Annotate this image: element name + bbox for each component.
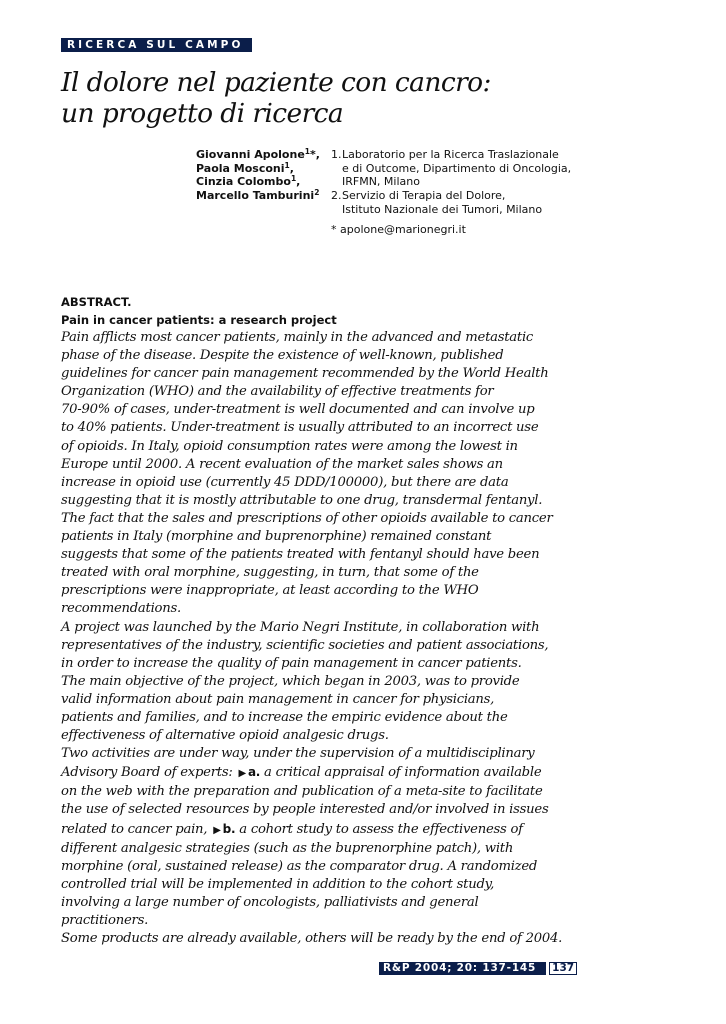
author: Marcello Tamburini$^2$ [196, 187, 320, 202]
right-triangle-icon: ▶ [238, 768, 246, 780]
page-number: 137 [549, 962, 577, 975]
abstract-line: different analgesic strategies (such as the buprenorphine patch), with [61, 840, 514, 856]
abstract-line: effectiveness of alternative opioid analgesic drugs. [61, 728, 389, 744]
author: Paola Mosconi$^1$, [196, 160, 294, 175]
right-triangle-icon: ▶ [213, 824, 221, 836]
abstract-line: to 40% patients. Under-treatment is usually attributed to an incorrect use [61, 420, 539, 436]
section-label: RICERCA SUL CAMPO [61, 38, 252, 52]
abstract-line: 70-90% of cases, under-treatment is well documented and can involve up [61, 402, 535, 418]
abstract-line: A project was launched by the Mario Negri Institute, in collaboration with [61, 619, 540, 635]
abstract-line: The fact that the sales and prescriptions of other opioids available to cancer [61, 510, 553, 526]
abstract-line: controlled trial will be implemented in addition to the cohort study, [61, 876, 495, 892]
contact-email: * apolone@marionegri.it [331, 222, 466, 236]
abstract-line: increase in opioid use (currently 45 DDD/100000), but there are data [61, 474, 509, 490]
abstract-line: on the web with the preparation and publication of a meta-site to facilitate [61, 784, 543, 800]
abstract-line: Pain afflicts most cancer patients, mainly in the advanced and metastatic [61, 330, 534, 345]
abstract-line: treated with oral morphine, suggesting, in turn, that some of the [61, 565, 479, 581]
abstract-line: phase of the disease. Despite the existence of well-known, published [61, 348, 504, 364]
abstract-line: of opioids. In Italy, opioid consumption rates were among the lowest in [61, 438, 518, 454]
abstract-line: in order to increase the quality of pain management in cancer patients. [61, 655, 522, 671]
marker-a: a. [247, 765, 261, 780]
abstract-line: recommendations. [61, 601, 181, 617]
affiliation-2: 2. Servizio di Terapia del Dolore, Istituto Nazionale dei Tumori, Milano [331, 189, 543, 216]
affiliation-1: 1. Laboratorio per la Ricerca Traslazionale e di Outcome, Dipartimento di Oncologia, IRFMN, Milano [331, 148, 572, 189]
title-line-2: un progetto di ricerca [61, 98, 344, 129]
abstract-line: the use of selected resources by people interested and/or involved in issues [61, 802, 549, 818]
abstract-line: Organization (WHO) and the availability of effective treatments for [61, 384, 494, 400]
abstract-line: suggests that some of the patients treated with fentanyl should have been [61, 547, 540, 563]
abstract-body [61, 329, 661, 948]
abstract-line: suggesting that it is mostly attributable to one drug, transdermal fentanyl. [61, 492, 543, 508]
abstract-line: representatives of the industry, scientific societies and patient associations, [61, 637, 549, 653]
abstract-line: The main objective of the project, which began in 2003, was to provide [61, 673, 520, 689]
page-footer [379, 962, 577, 975]
abstract-line: Some products are already available, others will be ready by the end of 2004. [61, 931, 563, 947]
journal-citation: R&P 2004; 20: 137-145 [379, 962, 546, 975]
marker-b: b. [222, 821, 236, 836]
affiliation-list [331, 148, 711, 236]
abstract-section [61, 295, 661, 948]
abstract-heading: ABSTRACT. [61, 295, 132, 309]
abstract-line: valid information about pain management in cancer for physicians, [61, 691, 495, 707]
abstract-line: practitioners. [61, 913, 149, 928]
abstract-line-a: Advisory Board of experts: ▶ a. a critical appraisal of information available [61, 765, 542, 781]
abstract-line: prescriptions were inappropriate, at least according to the WHO [61, 583, 479, 599]
title-line-1: Il dolore nel paziente con cancro: [61, 67, 491, 98]
abstract-line-b: related to cancer pain, ▶ b. a cohort study to assess the effectiveness of [61, 821, 523, 837]
abstract-line: involving a large number of oncologists, palliativists and general [61, 894, 479, 910]
abstract-line: Europe until 2000. A recent evaluation of the market sales shows an [61, 456, 503, 472]
abstract-line: patients in Italy (morphine and buprenorphine) remained constant [61, 529, 492, 545]
abstract-line: morphine (oral, sustained release) as the comparator drug. A randomized [61, 858, 538, 874]
abstract-subtitle: Pain in cancer patients: a research project [61, 313, 337, 327]
author: Giovanni Apolone$^1$*, [196, 147, 320, 161]
article-title [61, 67, 661, 129]
abstract-line: patients and families, and to increase the empiric evidence about the [61, 709, 508, 725]
author: Cinzia Colombo$^1$, [196, 174, 301, 188]
abstract-line: Two activities are under way, under the supervision of a multidisciplinary [61, 746, 535, 762]
abstract-line: guidelines for cancer pain management recommended by the World Health [61, 366, 549, 382]
author-list [196, 148, 320, 202]
